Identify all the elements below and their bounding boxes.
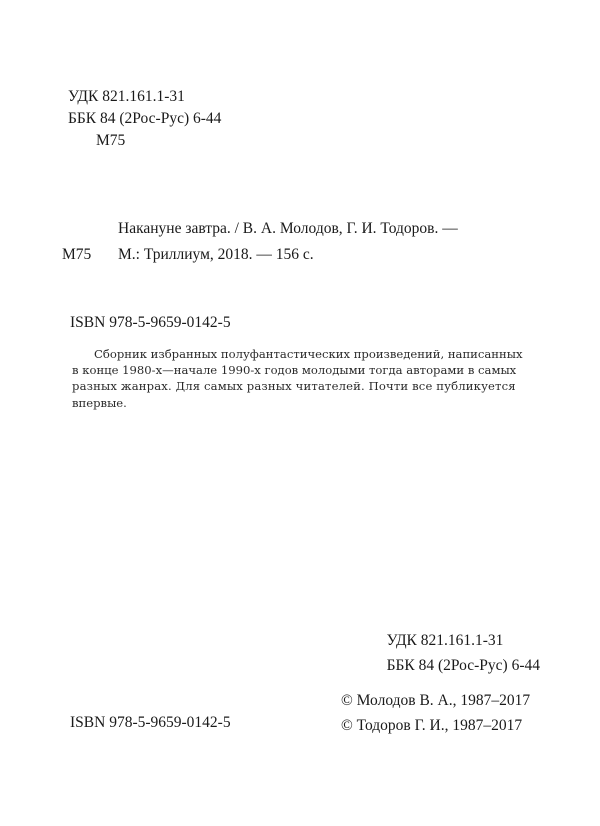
isbn-bottom: ISBN 978-5-9659-0142-5 — [70, 714, 231, 731]
classification-block-bottom — [387, 628, 540, 678]
annotation-line-4: впервые. — [72, 395, 127, 410]
author-mark-biblio: М75 — [62, 246, 92, 263]
copyright-line-1: © Молодов В. А., 1987–2017 — [341, 692, 531, 709]
bibliographic-text — [62, 216, 542, 268]
author-mark-top: М75 — [96, 132, 126, 149]
classification-block-top — [68, 86, 221, 152]
copyright-line-2: © Тодоров Г. И., 1987–2017 — [341, 717, 523, 734]
udk-code-bottom: УДК 821.161.1-31 — [386, 632, 504, 649]
isbn-main: ISBN 978-5-9659-0142-5 — [70, 314, 231, 331]
bbk-code-top: ББК 84 (2Рос-Рус) 6-44 — [68, 110, 222, 127]
copyright-block — [341, 688, 530, 738]
annotation-line-3: разных жанрах. Для самых разных читателей. Почти все публикуется — [72, 379, 516, 394]
bibliographic-line-2: М.: Триллиум, 2018. — 156 с. — [118, 246, 314, 263]
annotation-line-1: Сборник избранных полуфантастических произведений, написанных — [94, 347, 523, 361]
annotation-paragraph — [72, 346, 540, 411]
udk-code-top: УДК 821.161.1-31 — [68, 88, 185, 105]
bibliographic-description — [62, 216, 542, 268]
annotation-line-2: в конце 1980-х—начале 1990-х годов молодыми тогда авторами в самых — [72, 363, 517, 378]
bibliographic-line-1: Накануне завтра. / В. А. Молодов, Г. И. Тодоров. — — [118, 220, 458, 237]
bbk-code-bottom: ББК 84 (2Рос-Рус) 6-44 — [386, 657, 540, 674]
